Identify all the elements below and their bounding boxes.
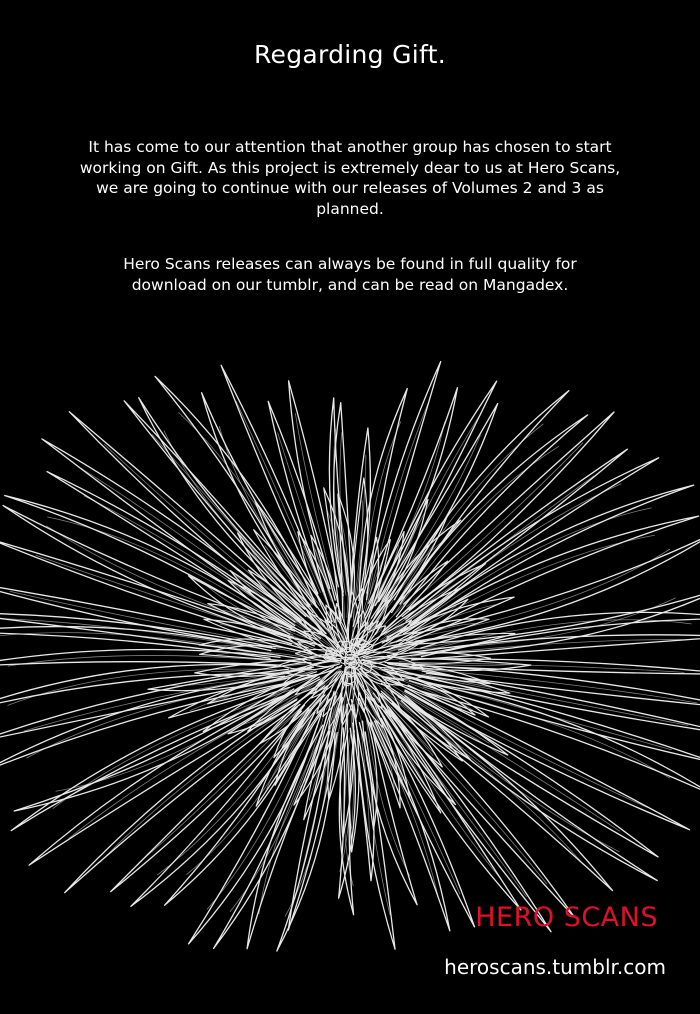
paragraph-line: planned. (316, 199, 384, 218)
paragraph-line: Hero Scans releases can always be found in full quality for (123, 255, 577, 273)
page-title: Regarding Gift. (253, 40, 447, 69)
petal-stroke (334, 403, 352, 592)
paragraph-line: we are going to continue with our releases of Volumes 2 and 3 as (96, 179, 604, 197)
site-url: heroscans.tumblr.com (444, 955, 666, 979)
petal-stroke (111, 707, 302, 892)
petal-vein (409, 598, 676, 649)
petal-stroke (413, 533, 700, 641)
petal-stroke (0, 613, 272, 655)
hero-scans-logo: HERO SCANS (475, 902, 658, 933)
paragraph-line: working on Gift. As this project is extremely dear to us at Hero Scans, (79, 158, 621, 177)
chrysanthemum-line-art-icon (0, 310, 700, 990)
petal-vein (295, 414, 334, 588)
petal-vein (207, 724, 313, 909)
paragraph-line: It has come to our attention that another group has chosen to start (88, 138, 612, 156)
announcement-paragraph-2 (60, 254, 640, 295)
petal-stroke (47, 472, 295, 628)
paragraph-line: download on our tumblr, and can be read on Mangadex. (131, 275, 569, 294)
petal-stroke (400, 690, 658, 857)
petal-stroke (375, 718, 475, 926)
announcement-paragraph-1 (60, 137, 640, 219)
